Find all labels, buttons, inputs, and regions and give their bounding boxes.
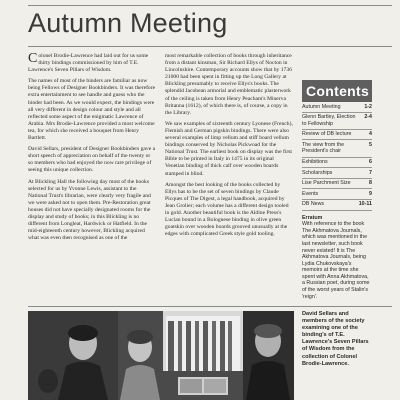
toc-item[interactable] bbox=[302, 158, 372, 169]
article-column-1 bbox=[28, 53, 156, 246]
toc-item[interactable] bbox=[302, 189, 372, 200]
toc-item[interactable] bbox=[302, 140, 372, 157]
toc-page: 1-2 bbox=[364, 103, 372, 110]
toc-page: 10-11 bbox=[358, 201, 372, 208]
toc-page: 4 bbox=[369, 131, 372, 138]
article-column-2 bbox=[165, 53, 293, 242]
toc-label: DB News bbox=[302, 201, 325, 208]
erratum-heading: Erratum bbox=[302, 214, 323, 221]
toc-label: Exhibitions bbox=[302, 159, 328, 166]
toc-page: 2-4 bbox=[364, 114, 372, 121]
toc-item[interactable] bbox=[302, 102, 372, 113]
top-rule bbox=[28, 5, 392, 6]
drop-cap: C bbox=[28, 51, 38, 66]
toc-label: Autumn Meeting bbox=[302, 103, 341, 110]
event-photo bbox=[28, 311, 294, 400]
toc-page: 9 bbox=[369, 190, 372, 197]
toc-page: 6 bbox=[369, 159, 372, 166]
toc-label: Review of DB lecture bbox=[302, 131, 352, 138]
toc-item[interactable] bbox=[302, 200, 372, 211]
article-paragraph: Amongst the best looking of the books collected by Ellys has to be the set of seven bindings by Claude Picques of The Digest, a legal handbook, acquired by Jean Grolier; each volume has a different design tooled in gold. Another beautiful book is the Aldine Press's Lucian bound in a Bolognese binding in olive green goatskin over wooden boards grooved unusually at the edges with complicated Greek style gold tooling. bbox=[165, 181, 289, 238]
toc-label: Glenn Bartley, Election to Fellowship bbox=[302, 114, 356, 127]
page-title: Autumn Meeting bbox=[28, 8, 228, 38]
article-paragraph: At Blickling Hall the following day most of the books selected for us by Yvonne Lewis, assistant to the National Trust's librarian, were clearly very fragile and we were asked not to open them. Pre-Restoration great houses did not have specially designated rooms for the display and study of books; in this Blickling is no different from Longleat, Hardwick or Hatfield. In the mid-eighteenth century however, Blickling acquired what was even then recognised as one of the bbox=[28, 178, 151, 242]
contents-heading: Contents bbox=[302, 80, 372, 102]
toc-page: 5 bbox=[369, 141, 372, 148]
paragraph-text: olonel Brodie-Lawrence had laid out for us some thirty bindings commissioned by him of T.E. Lawrence's Seven Pillars of Wisdom. bbox=[28, 53, 149, 74]
toc-label: The view from the President's chair bbox=[302, 141, 345, 155]
toc-label: Scholarships bbox=[302, 169, 333, 176]
article-paragraph: most remarkable collection of books through inheritance from a distant kinsman, Sir Richard Ellys of Nocton in Lincolnshire. Contemporary accounts show that by 1736 21000 had been spent in fitting up the Long Gallery at Blickling presumably to receive Ellys's books. The splendid Jacobean armorial and emblematic plasterwork of the ceiling is taken from Henry Peacham's Minerva Britanna (1612), of which there is, of course, a copy in the Library. bbox=[165, 53, 292, 116]
toc-item[interactable] bbox=[302, 130, 372, 141]
title-rule bbox=[28, 46, 392, 47]
contents-sidebar bbox=[302, 80, 372, 300]
erratum-box bbox=[302, 215, 372, 301]
photo-rule bbox=[28, 306, 392, 307]
article-paragraph: The names of most of the binders are familiar as now being Fellows of Designer Bookbinders. It was therefore extra entertainment to see handle and guess who the binder had been. As we would expect, the bindings were all very different in design colour and style and all reflected some aspect of the enigmatic Lawrence of Arabia. Mrs Brodie-Lawrence provided a most welcome tea, for which she received a bouquet from Henry Bartlett. bbox=[28, 78, 156, 142]
toc-item[interactable] bbox=[302, 179, 372, 190]
toc-label: Events bbox=[302, 190, 319, 197]
toc-page: 7 bbox=[369, 169, 372, 176]
toc-item[interactable] bbox=[302, 113, 372, 130]
erratum-text: With reference to the book The Akhmatova Journals, which was mentioned in the last newsletter, such book never existed! It is The Akhmatova Journals, being Lydia Chukovskaya's memoirs at the time she spent with Anna Akhmatova, a Russian poet, during some of the worst years of Stalin's 'reign'. bbox=[302, 221, 370, 300]
article-paragraph: We saw examples of sixteenth century Lyonese (French), Flemish and German pigskin bindings. There were also several examples of limp vellum and stiff board vellum bindings conserved by Nicholas Pickwoad for the National Trust. The earliest book on display was the first Bible to be printed in Italy in 1475 in its original Venetian binding of thick calf over wooden boards stamped in blind. bbox=[165, 120, 293, 177]
article-paragraph bbox=[28, 53, 156, 74]
photo-illustration bbox=[28, 311, 294, 400]
photo-caption: David Sellars and members of the society examining one of the binding's of T.E. Lawrence's Seven Pillars of Wisdom from the collection of Colonel Brodie-Lawrence. bbox=[302, 311, 369, 367]
toc-item[interactable] bbox=[302, 168, 372, 179]
article-paragraph: David Sellars, president of Designer Bookbinders gave a short speech of appreciation on behalf of the twenty or so members who had enjoyed the now rare privilege of seeing this unique collection. bbox=[28, 146, 156, 174]
toc-label: Lise Parchment Size bbox=[302, 180, 351, 187]
contents-list bbox=[302, 102, 372, 211]
toc-page: 8 bbox=[369, 180, 372, 187]
